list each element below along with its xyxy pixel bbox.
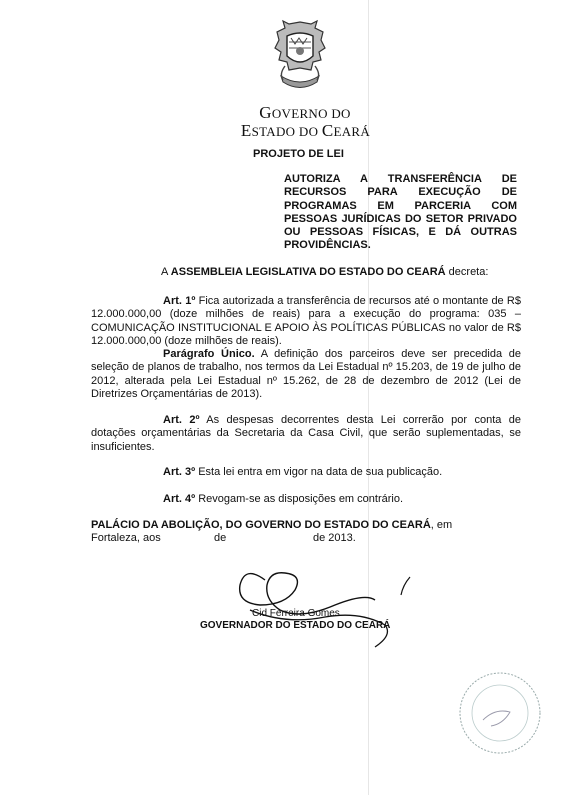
signer-name: Cid Ferreira Gomes — [252, 608, 340, 619]
org-name-line1: GOVERNO DO — [259, 103, 351, 122]
signature — [225, 555, 425, 650]
paragrafo-unico: Parágrafo Único. A definição dos parceiros deve ser precedida de seleção de planos de trabalho, nos termos da Lei Estadual nº 15.203, de 19 de julho de 2012, alterada pela Lei Estadual nº 15.262, de 28 de dezembro de 2012 (Lei de Diretrizes Orçamentárias de 2013). — [91, 348, 521, 400]
closing-place: Fortaleza, aos — [91, 532, 161, 544]
closing-de: de — [214, 532, 227, 544]
org-name-line2: ESTADO DO CEARÁ — [240, 121, 371, 140]
official-stamp — [455, 668, 545, 758]
article-3: Art. 3º Esta lei entra em vigor na data de sua publicação. — [163, 466, 443, 478]
article-4: Art. 4º Revogam-se as disposições em contrário. — [163, 493, 404, 505]
article-1: Art. 1º Fica autorizada a transferência de recursos até o montante de R$ 12.000.000,00 (doze milhões de reais) para a execução do programa: 035 – COMUNICAÇÃO INSTITUCIONAL E APOIO ÀS POLÍTICAS PÚBLICAS no valor de R$ 12.000.000,00 (doze milhões de reais). — [91, 295, 521, 347]
preamble: A ASSEMBLEIA LEGISLATIVA DO ESTADO DO CEARÁ decreta: — [161, 266, 489, 278]
closing-line: PALÁCIO DA ABOLIÇÃO, DO GOVERNO DO ESTADO DO CEARÁ, em — [91, 519, 453, 531]
article-2: Art. 2º As despesas decorrentes desta Lei correrão por conta de dotações orçamentárias da Secretaria da Casa Civil, que serão suplementadas, se insuficientes. — [91, 414, 521, 453]
document-type: PROJETO DE LEI — [253, 148, 344, 160]
closing-year: de 2013. — [313, 532, 356, 544]
ementa: AUTORIZA A TRANSFERÊNCIA DE RECURSOS PARA EXECUÇÃO DE PROGRAMAS EM PARCERIA COM PESSOAS JURÍDICAS DO SETOR PRIVADO OU PESSOAS FÍSICAS, E DÁ OUTRAS PROVIDÊNCIAS. — [284, 173, 517, 252]
signer-title: GOVERNADOR DO ESTADO DO CEARÁ — [200, 620, 391, 631]
state-coat-of-arms-icon — [271, 18, 329, 96]
